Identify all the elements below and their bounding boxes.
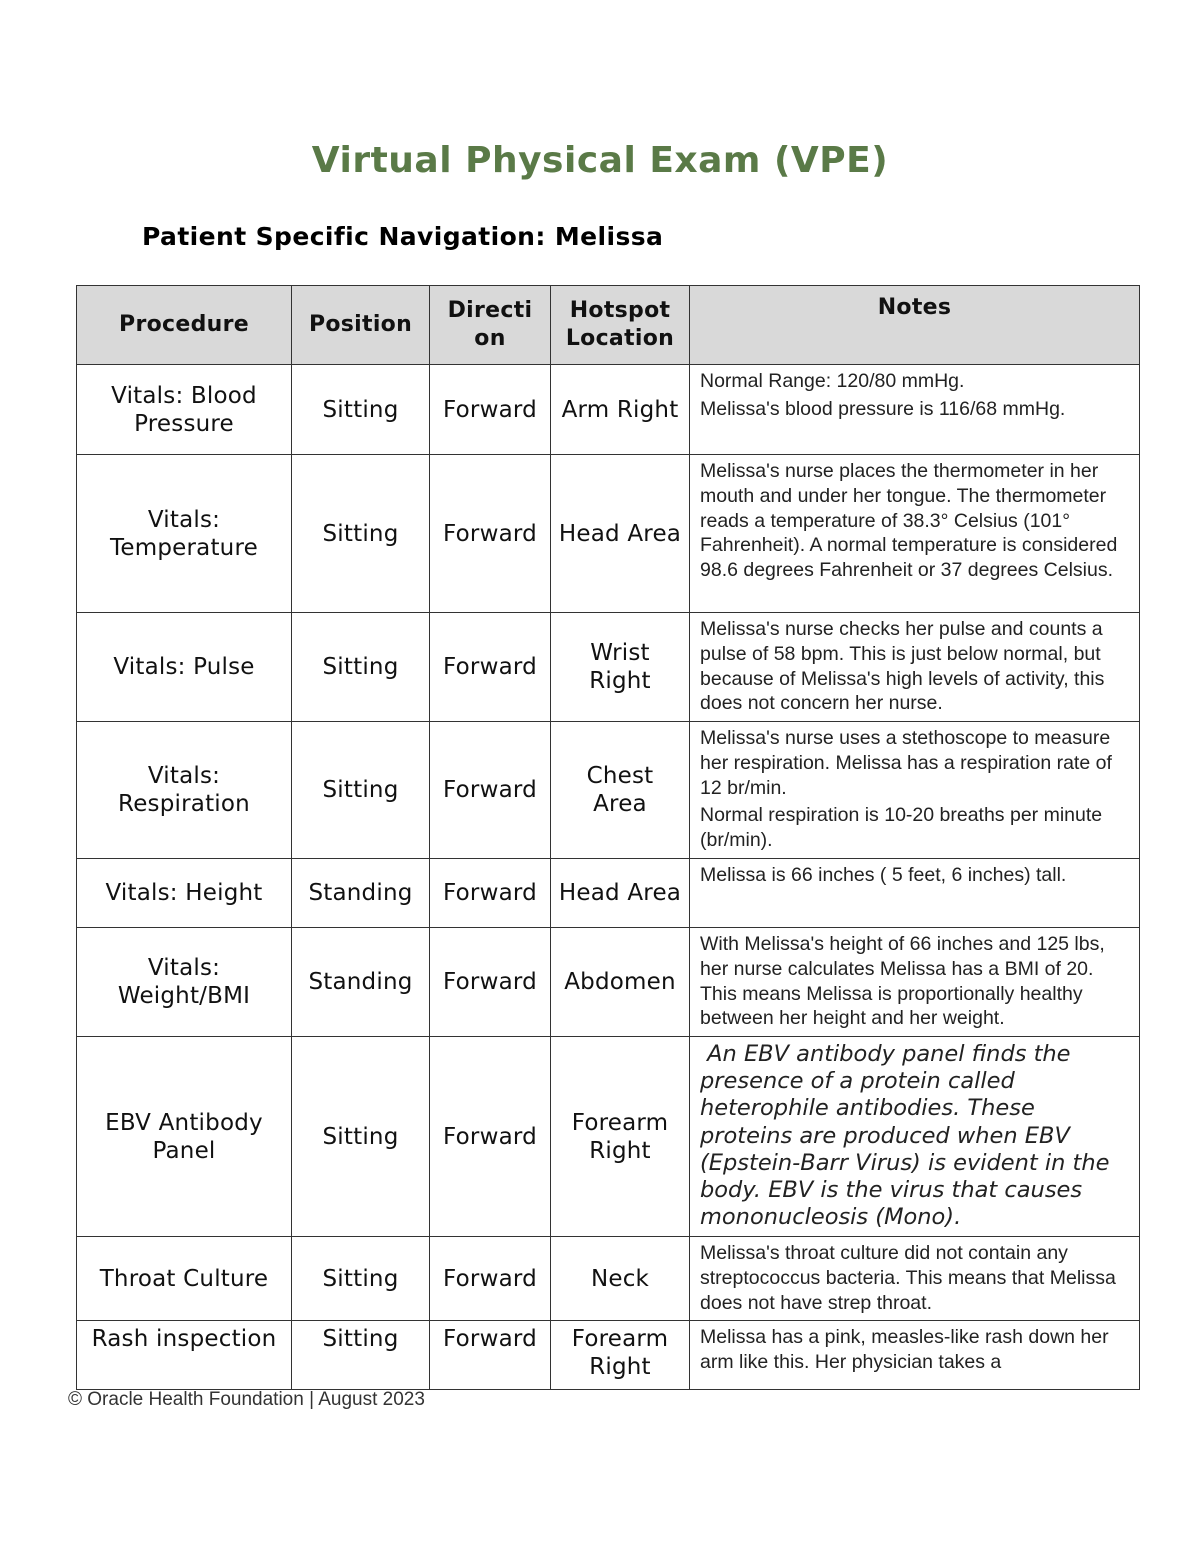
cell-notes bbox=[690, 928, 1140, 1037]
header-direction: Directi on bbox=[430, 286, 551, 365]
header-procedure: Procedure bbox=[77, 286, 292, 365]
table-row bbox=[77, 365, 1140, 455]
cell-direction: Forward bbox=[430, 365, 551, 455]
notes-text: Normal respiration is 10-20 breaths per minute (br/min). bbox=[700, 804, 1103, 852]
cell-procedure: Vitals: Blood Pressure bbox=[77, 365, 292, 455]
cell-procedure: Vitals: Pulse bbox=[77, 613, 292, 722]
table-row bbox=[77, 613, 1140, 722]
cell-hotspot: Forearm Right bbox=[551, 1321, 690, 1390]
cell-procedure: Throat Culture bbox=[77, 1237, 292, 1321]
cell-position: Sitting bbox=[292, 365, 430, 455]
cell-position: Sitting bbox=[292, 1037, 430, 1237]
table-row bbox=[77, 1237, 1140, 1321]
cell-notes bbox=[690, 722, 1140, 859]
cell-hotspot: Head Area bbox=[551, 455, 690, 613]
cell-notes bbox=[690, 365, 1140, 455]
document-title: Virtual Physical Exam (VPE) bbox=[311, 140, 889, 181]
header-position: Position bbox=[292, 286, 430, 365]
cell-position: Sitting bbox=[292, 613, 430, 722]
cell-position: Sitting bbox=[292, 1321, 430, 1390]
document-footer: © Oracle Health Foundation | August 2023 bbox=[68, 1389, 425, 1410]
cell-hotspot: Chest Area bbox=[551, 722, 690, 859]
notes-text: An EBV antibody panel finds the presence of a protein called heterophile antibodies. These proteins are produced when EBV (Epstein-Barr Virus) is evident in the body. EBV is the virus that causes mononucleosis (Mono). bbox=[700, 1041, 1117, 1231]
cell-position: Standing bbox=[292, 859, 430, 928]
table-row bbox=[77, 722, 1140, 859]
table-row bbox=[77, 1321, 1140, 1390]
cell-notes bbox=[690, 1037, 1140, 1237]
cell-direction: Forward bbox=[430, 722, 551, 859]
cell-procedure: Vitals: Height bbox=[77, 859, 292, 928]
cell-hotspot: Forearm Right bbox=[551, 1037, 690, 1237]
header-hotspot-location: Hotspot Location bbox=[551, 286, 690, 365]
notes-text: Melissa's nurse checks her pulse and counts a pulse of 58 bpm. This is just below normal, but because of Melissa's high levels of activity, this does not concern her nurse. bbox=[700, 618, 1105, 715]
table-header-row bbox=[77, 286, 1140, 365]
notes-text: Melissa's throat culture did not contain any streptococcus bacteria. This means that Melissa does not have strep throat. bbox=[700, 1242, 1116, 1314]
cell-notes bbox=[690, 455, 1140, 613]
notes-text: Normal Range: 120/80 mmHg. bbox=[700, 370, 965, 392]
notes-text: Melissa has a pink, measles-like rash down her arm like this. Her physician takes a bbox=[700, 1326, 1109, 1373]
header-notes: Notes bbox=[690, 286, 1140, 365]
table-row bbox=[77, 455, 1140, 613]
cell-position: Standing bbox=[292, 928, 430, 1037]
cell-direction: Forward bbox=[430, 928, 551, 1037]
notes-text: With Melissa's height of 66 inches and 125 lbs, her nurse calculates Melissa has a BMI of 20. This means Melissa is proportionally healthy between her height and her weight. bbox=[700, 933, 1105, 1030]
cell-position: Sitting bbox=[292, 455, 430, 613]
notes-text: Melissa is 66 inches ( 5 feet, 6 inches) tall. bbox=[700, 864, 1067, 886]
cell-direction: Forward bbox=[430, 1037, 551, 1237]
cell-notes bbox=[690, 613, 1140, 722]
cell-procedure: Vitals: Temperature bbox=[77, 455, 292, 613]
cell-direction: Forward bbox=[430, 1237, 551, 1321]
notes-text: Melissa's blood pressure is 116/68 mmHg. bbox=[700, 397, 1066, 420]
cell-notes bbox=[690, 1321, 1140, 1390]
notes-text: Melissa's nurse uses a stethoscope to measure her respiration. Melissa has a respiration rate of 12 br/min. bbox=[700, 727, 1112, 799]
cell-hotspot: Head Area bbox=[551, 859, 690, 928]
notes-text: Melissa's nurse places the thermometer in her mouth and under her tongue. The thermometer reads a temperature of 38.3° Celsius (101° Fahrenheit). A normal temperature is considered 98.6 degrees Fahrenheit or 37 degrees Celsius. bbox=[700, 460, 1118, 582]
document-subtitle: Patient Specific Navigation: Melissa bbox=[142, 222, 664, 251]
cell-procedure: Vitals: Weight/BMI bbox=[77, 928, 292, 1037]
cell-direction: Forward bbox=[430, 455, 551, 613]
table-row bbox=[77, 859, 1140, 928]
cell-direction: Forward bbox=[430, 613, 551, 722]
table-row bbox=[77, 928, 1140, 1037]
cell-hotspot: Abdomen bbox=[551, 928, 690, 1037]
cell-procedure: Rash inspection bbox=[77, 1321, 292, 1390]
cell-procedure: EBV Antibody Panel bbox=[77, 1037, 292, 1237]
cell-hotspot: Wrist Right bbox=[551, 613, 690, 722]
cell-position: Sitting bbox=[292, 1237, 430, 1321]
table-row bbox=[77, 1037, 1140, 1237]
cell-procedure: Vitals: Respiration bbox=[77, 722, 292, 859]
cell-direction: Forward bbox=[430, 859, 551, 928]
cell-hotspot: Neck bbox=[551, 1237, 690, 1321]
cell-notes bbox=[690, 859, 1140, 928]
cell-direction: Forward bbox=[430, 1321, 551, 1390]
navigation-table bbox=[76, 285, 1140, 1390]
cell-notes bbox=[690, 1237, 1140, 1321]
cell-position: Sitting bbox=[292, 722, 430, 859]
cell-hotspot: Arm Right bbox=[551, 365, 690, 455]
